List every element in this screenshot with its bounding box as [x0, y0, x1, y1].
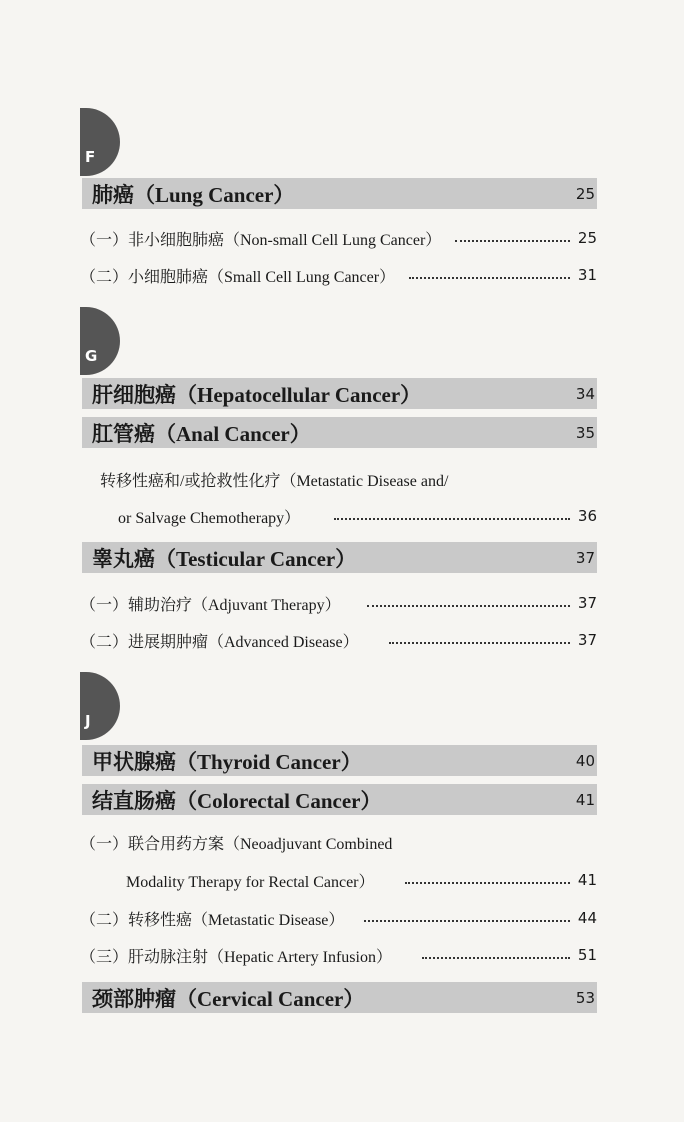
- page-number: 40: [575, 751, 595, 770]
- page-number: 53: [575, 988, 595, 1007]
- toc-entry[interactable]: [80, 905, 597, 931]
- heading-title: 肛管癌（Anal Cancer）: [92, 421, 311, 446]
- page-number: 36: [577, 507, 597, 525]
- entry-title: 转移性癌和/或抢救性化疗（Metastatic Disease and/: [100, 472, 449, 490]
- dot-leader: [334, 518, 570, 520]
- toc-heading-colorectal-cancer[interactable]: [82, 784, 597, 815]
- entry-title: （三）肝动脉注射（Hepatic Artery Infusion）: [80, 948, 392, 966]
- entry-title: （一）辅助治疗（Adjuvant Therapy）: [80, 596, 341, 614]
- toc-heading-lung-cancer[interactable]: [82, 178, 597, 209]
- dot-leader: [367, 605, 570, 607]
- toc-heading-cervical-cancer[interactable]: [82, 982, 597, 1013]
- toc-entry-line2[interactable]: [126, 867, 597, 893]
- entry-title: （一）联合用药方案（Neoadjuvant Combined: [80, 835, 393, 853]
- page-number: 37: [577, 594, 597, 612]
- toc-entry[interactable]: [80, 627, 597, 653]
- page-number: 37: [577, 631, 597, 649]
- dot-leader: [389, 642, 570, 644]
- entry-title: Modality Therapy for Rectal Cancer）: [126, 873, 375, 891]
- heading-title: 肝细胞癌（Hepatocellular Cancer）: [92, 382, 422, 407]
- dot-leader: [422, 957, 570, 959]
- toc-entry-line1[interactable]: [80, 829, 597, 855]
- page-number: 31: [577, 266, 597, 284]
- section-tab-f: [80, 108, 120, 176]
- toc-entry-line1[interactable]: [100, 466, 597, 492]
- toc-entry[interactable]: [80, 262, 597, 288]
- page-number: 41: [577, 871, 597, 889]
- entry-title: or Salvage Chemotherapy）: [118, 509, 301, 527]
- entry-title: （二）进展期肿瘤（Advanced Disease）: [80, 633, 359, 651]
- toc-entry-line2[interactable]: [118, 503, 597, 529]
- toc-heading-anal-cancer[interactable]: [82, 417, 597, 448]
- toc-entry[interactable]: [80, 942, 597, 968]
- heading-title: 甲状腺癌（Thyroid Cancer）: [92, 749, 362, 774]
- toc-heading-hepatocellular-cancer[interactable]: [82, 378, 597, 409]
- section-tab-j: [80, 672, 120, 740]
- toc-entry[interactable]: [80, 590, 597, 616]
- heading-title: 颈部肿瘤（Cervical Cancer）: [92, 986, 365, 1011]
- toc-entry[interactable]: [80, 225, 597, 251]
- toc-heading-thyroid-cancer[interactable]: [82, 745, 597, 776]
- page-number: 35: [575, 423, 595, 442]
- entry-title: （二）小细胞肺癌（Small Cell Lung Cancer）: [80, 268, 396, 286]
- page-number: 25: [577, 229, 597, 247]
- page-number: 41: [575, 790, 595, 809]
- page-number: 34: [575, 384, 595, 403]
- dot-leader: [405, 882, 570, 884]
- heading-title: 睾丸癌（Testicular Cancer）: [92, 546, 357, 571]
- toc-heading-testicular-cancer[interactable]: [82, 542, 597, 573]
- dot-leader: [409, 277, 570, 279]
- heading-title: 结直肠癌（Colorectal Cancer）: [92, 788, 382, 813]
- dot-leader: [364, 920, 570, 922]
- entry-title: （一）非小细胞肺癌（Non-small Cell Lung Cancer）: [80, 231, 442, 249]
- page-number: 37: [575, 548, 595, 567]
- page-number: 51: [577, 946, 597, 964]
- page-number: 44: [577, 909, 597, 927]
- section-tab-g: [80, 307, 120, 375]
- section-letter: F: [85, 148, 96, 166]
- entry-title: （二）转移性癌（Metastatic Disease）: [80, 911, 345, 929]
- dot-leader: [455, 240, 570, 242]
- heading-title: 肺癌（Lung Cancer）: [92, 182, 295, 207]
- page-number: 25: [575, 184, 595, 203]
- section-letter: G: [85, 347, 98, 365]
- section-letter: J: [85, 712, 91, 730]
